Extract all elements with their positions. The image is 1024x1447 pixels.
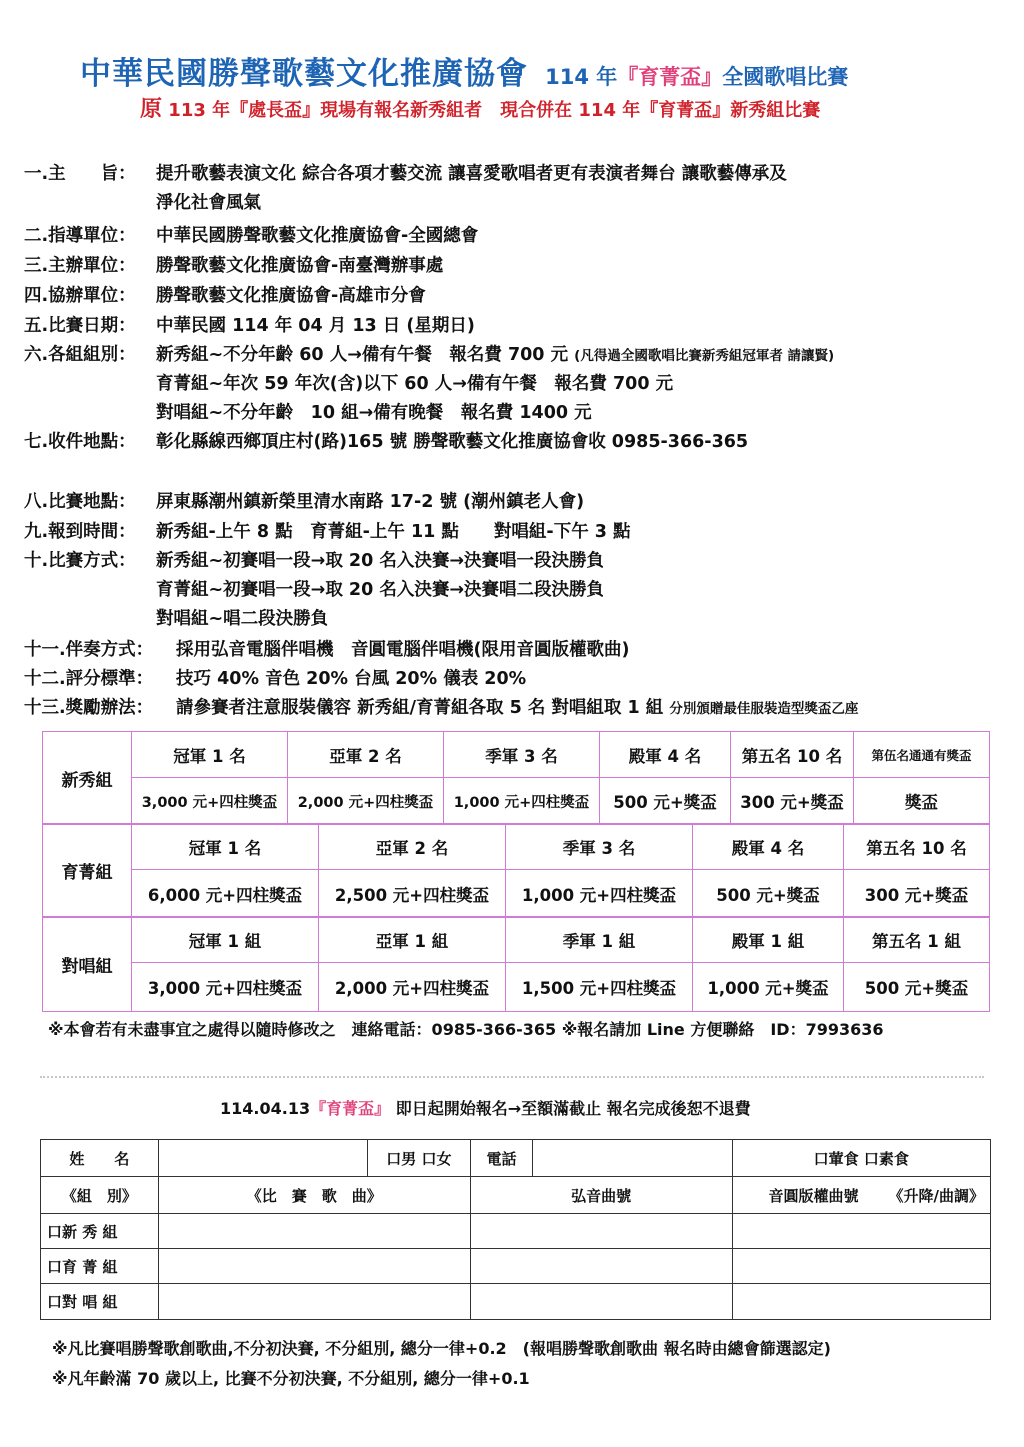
prize-rank: 殿軍 4 名	[693, 824, 844, 870]
group-option-youth[interactable]: 口育 菁 組	[41, 1249, 159, 1284]
yinyuan-key-input[interactable]	[732, 1214, 990, 1249]
section-scoring-value: 技巧 40% 音色 20% 台風 20% 儀表 20%	[176, 669, 527, 689]
prize-amount: 300 元+獎盃	[731, 778, 854, 825]
section-venue-label: 八.比賽地點：	[24, 492, 136, 512]
section-guidance-label: 二.指導單位：	[24, 226, 136, 246]
section-guidance-value: 中華民國勝聲歌藝文化推廣協會-全國總會	[156, 226, 479, 246]
prize-amount: 6,000 元+四柱獎盃	[132, 870, 319, 918]
section-groups-line1: 新秀組~不分年齡 60 人→備有午餐 報名費 700 元 (凡得過全國歌唱比賽新秀組冠軍者 請讓賢)	[156, 345, 835, 365]
female-checkbox[interactable]: 口女	[421, 1149, 452, 1168]
section-mail-value: 彰化縣線西鄉頂庄村(路)165 號 勝聲歌藝文化推廣協會收 0985-366-365	[156, 432, 749, 452]
prize-amount: 500 元+獎盃	[844, 963, 990, 1012]
prize-amount: 2,000 元+四柱獎盃	[319, 963, 506, 1012]
prize-rank: 殿軍 4 名	[600, 732, 731, 778]
prize-table-duet	[42, 916, 990, 1012]
contact-footnote: ※本會若有未盡事宜之處得以隨時修改之 連絡電話：0985-366-365 ※報名請加 Line 方便聯絡 ID：7993636	[48, 1020, 884, 1039]
prize-amount: 1,000 元+獎盃	[693, 963, 844, 1012]
prize-rank: 季軍 3 名	[506, 824, 693, 870]
merge-notice-prefix: 原	[140, 97, 163, 122]
section-checkin-value: 新秀組-上午 8 點 育菁組-上午 11 點 對唱組-下午 3 點	[156, 522, 631, 542]
prize-amount: 500 元+獎盃	[600, 778, 731, 825]
prize-rank: 冠軍 1 名	[132, 824, 319, 870]
hongyin-input[interactable]	[470, 1249, 732, 1284]
prize-rank: 冠軍 1 組	[132, 917, 319, 963]
prize-group-name: 新秀組	[43, 732, 132, 825]
merge-notice-text: 113 年『處長盃』現場有報名新秀組者 現合併在 114 年『育菁盃』新秀組比賽	[168, 100, 821, 121]
prize-rank: 第五名 10 名	[731, 732, 854, 778]
document-title	[80, 48, 848, 93]
section-mail-label: 七.收件地點：	[24, 432, 136, 452]
phone-label: 電話	[470, 1140, 533, 1177]
event-year: 114 年	[545, 65, 618, 89]
group-option-duet[interactable]: 口對 唱 組	[41, 1284, 159, 1320]
section-groups-label: 六.各組組別：	[24, 345, 136, 365]
prize-table-youth	[42, 823, 990, 918]
prize-group-name: 育菁組	[43, 824, 132, 918]
section-organizer-value: 勝聲歌藝文化推廣協會-南臺灣辦事處	[156, 256, 444, 276]
prize-amount: 獎盃	[854, 778, 990, 825]
gender-options[interactable]	[368, 1140, 471, 1177]
section-coorganizer-label: 四.協辦單位：	[24, 286, 136, 306]
prize-amount: 3,000 元+四柱獎盃	[132, 778, 288, 825]
section-format-line3: 對唱組~唱二段決勝負	[156, 609, 329, 629]
section-format-line1: 新秀組~初賽唱一段→取 20 名入決賽→決賽唱一段決勝負	[156, 551, 605, 571]
registration-notice	[220, 1096, 751, 1119]
prize-rank: 季軍 3 名	[444, 732, 600, 778]
event-name: 全國歌唱比賽	[722, 65, 849, 89]
section-date-label: 五.比賽日期：	[24, 316, 136, 336]
awards-note: 分別頒贈最佳服裝造型獎盃乙座	[669, 701, 859, 717]
groups-note: (凡得過全國歌唱比賽新秀組冠軍者 請讓賢)	[574, 348, 835, 364]
registration-cup: 『育菁盃』	[310, 1099, 391, 1118]
yinyuan-header: 音圓版權曲號	[768, 1186, 859, 1205]
hongyin-input[interactable]	[470, 1214, 732, 1249]
prize-amount: 1,000 元+四柱獎盃	[444, 778, 600, 825]
group-option-newcomer[interactable]: 口新 秀 組	[41, 1214, 159, 1249]
cup-name: 『育菁盃』	[617, 65, 723, 89]
prize-group-name: 對唱組	[43, 917, 132, 1012]
song-input[interactable]	[158, 1249, 470, 1284]
name-input[interactable]	[158, 1140, 367, 1177]
section-scoring-label: 十二.評分標準：	[24, 669, 154, 689]
organization-name: 中華民國勝聲歌藝文化推廣協會	[80, 56, 528, 92]
merge-notice	[140, 92, 820, 123]
meat-checkbox[interactable]: 口葷食	[813, 1149, 859, 1168]
section-purpose-line1: 提升歌藝表演文化 綜合各項才藝交流 讓喜愛歌唱者更有表演者舞台 讓歌藝傳承及	[156, 164, 787, 184]
song-input[interactable]	[158, 1214, 470, 1249]
section-awards-value: 請參賽者注意服裝儀容 新秀組/育菁組各取 5 名 對唱組取 1 組 分別頒贈最佳服裝造型獎盃乙座	[176, 698, 859, 718]
section-purpose: 一.主 旨：	[24, 164, 136, 184]
section-format-line2: 育菁組~初賽唱一段→取 20 名入決賽→決賽唱二段決勝負	[156, 580, 605, 600]
prize-amount: 1,000 元+四柱獎盃	[506, 870, 693, 918]
prize-amount: 300 元+獎盃	[844, 870, 990, 918]
bonus-note-original-song: ※凡比賽唱勝聲歌創歌曲,不分初決賽, 不分組別, 總分一律+0.2 (報唱勝聲歌創歌曲 報名時由總會篩選認定)	[52, 1339, 831, 1358]
prize-amount: 2,000 元+四柱獎盃	[288, 778, 444, 825]
section-awards-label: 十三.獎勵辦法：	[24, 698, 154, 718]
prize-rank: 第伍名通通有獎盃	[854, 732, 990, 778]
section-format-label: 十.比賽方式：	[24, 551, 136, 571]
yinyuan-key-input[interactable]	[732, 1284, 990, 1320]
section-accompaniment-label: 十一.伴奏方式：	[24, 640, 154, 660]
prize-rank: 亞軍 2 名	[288, 732, 444, 778]
prize-amount: 1,500 元+四柱獎盃	[506, 963, 693, 1012]
prize-rank: 第五名 10 名	[844, 824, 990, 870]
prize-rank: 亞軍 1 組	[319, 917, 506, 963]
cut-divider	[40, 1076, 984, 1078]
song-input[interactable]	[158, 1284, 470, 1320]
group-header: 《組 別》	[41, 1177, 159, 1214]
yinyuan-key-input[interactable]	[732, 1249, 990, 1284]
registration-form	[40, 1139, 991, 1320]
bonus-note-senior: ※凡年齡滿 70 歲以上, 比賽不分初決賽, 不分組別, 總分一律+0.1	[52, 1369, 530, 1388]
prize-rank: 亞軍 2 名	[319, 824, 506, 870]
section-purpose-line2: 淨化社會風氣	[156, 193, 261, 213]
section-accompaniment-value: 採用弘音電腦伴唱機 音圓電腦伴唱機(限用音圓版權歌曲)	[176, 640, 630, 660]
section-groups-line3: 對唱組~不分年齡 10 組→備有晚餐 報名費 1400 元	[156, 403, 592, 423]
prize-table-newcomer	[42, 731, 990, 825]
prize-rank: 第五名 1 組	[844, 917, 990, 963]
prize-amount: 3,000 元+四柱獎盃	[132, 963, 319, 1012]
section-organizer-label: 三.主辦單位：	[24, 256, 136, 276]
prize-rank: 殿軍 1 組	[693, 917, 844, 963]
section-checkin-label: 九.報到時間：	[24, 522, 136, 542]
registration-text: 即日起開始報名→至額滿截止 報名完成後恕不退費	[395, 1099, 751, 1118]
hongyin-input[interactable]	[470, 1284, 732, 1320]
section-coorganizer-value: 勝聲歌藝文化推廣協會-高雄市分會	[156, 286, 426, 306]
song-header: 《比 賽 歌 曲》	[158, 1177, 470, 1214]
key-header: 音圓版權曲號 《升降/曲調》	[732, 1177, 990, 1214]
meal-options[interactable]	[732, 1140, 990, 1177]
section-date-value: 中華民國 114 年 04 月 13 日 (星期日)	[156, 316, 475, 336]
prize-rank: 冠軍 1 名	[132, 732, 288, 778]
veg-checkbox[interactable]: 口素食	[863, 1149, 909, 1168]
prize-rank: 季軍 1 組	[506, 917, 693, 963]
male-checkbox[interactable]: 口男	[386, 1149, 417, 1168]
prize-amount: 500 元+獎盃	[693, 870, 844, 918]
prize-amount: 2,500 元+四柱獎盃	[319, 870, 506, 918]
section-groups-line2: 育菁組~年次 59 年次(含)以下 60 人→備有午餐 報名費 700 元	[156, 374, 674, 394]
phone-input[interactable]	[533, 1140, 732, 1177]
hongyin-header: 弘音曲號	[470, 1177, 732, 1214]
section-venue-value: 屏東縣潮州鎮新榮里清水南路 17-2 號 (潮州鎮老人會)	[156, 492, 585, 512]
registration-date: 114.04.13	[220, 1099, 311, 1118]
name-label: 姓 名	[41, 1140, 159, 1177]
